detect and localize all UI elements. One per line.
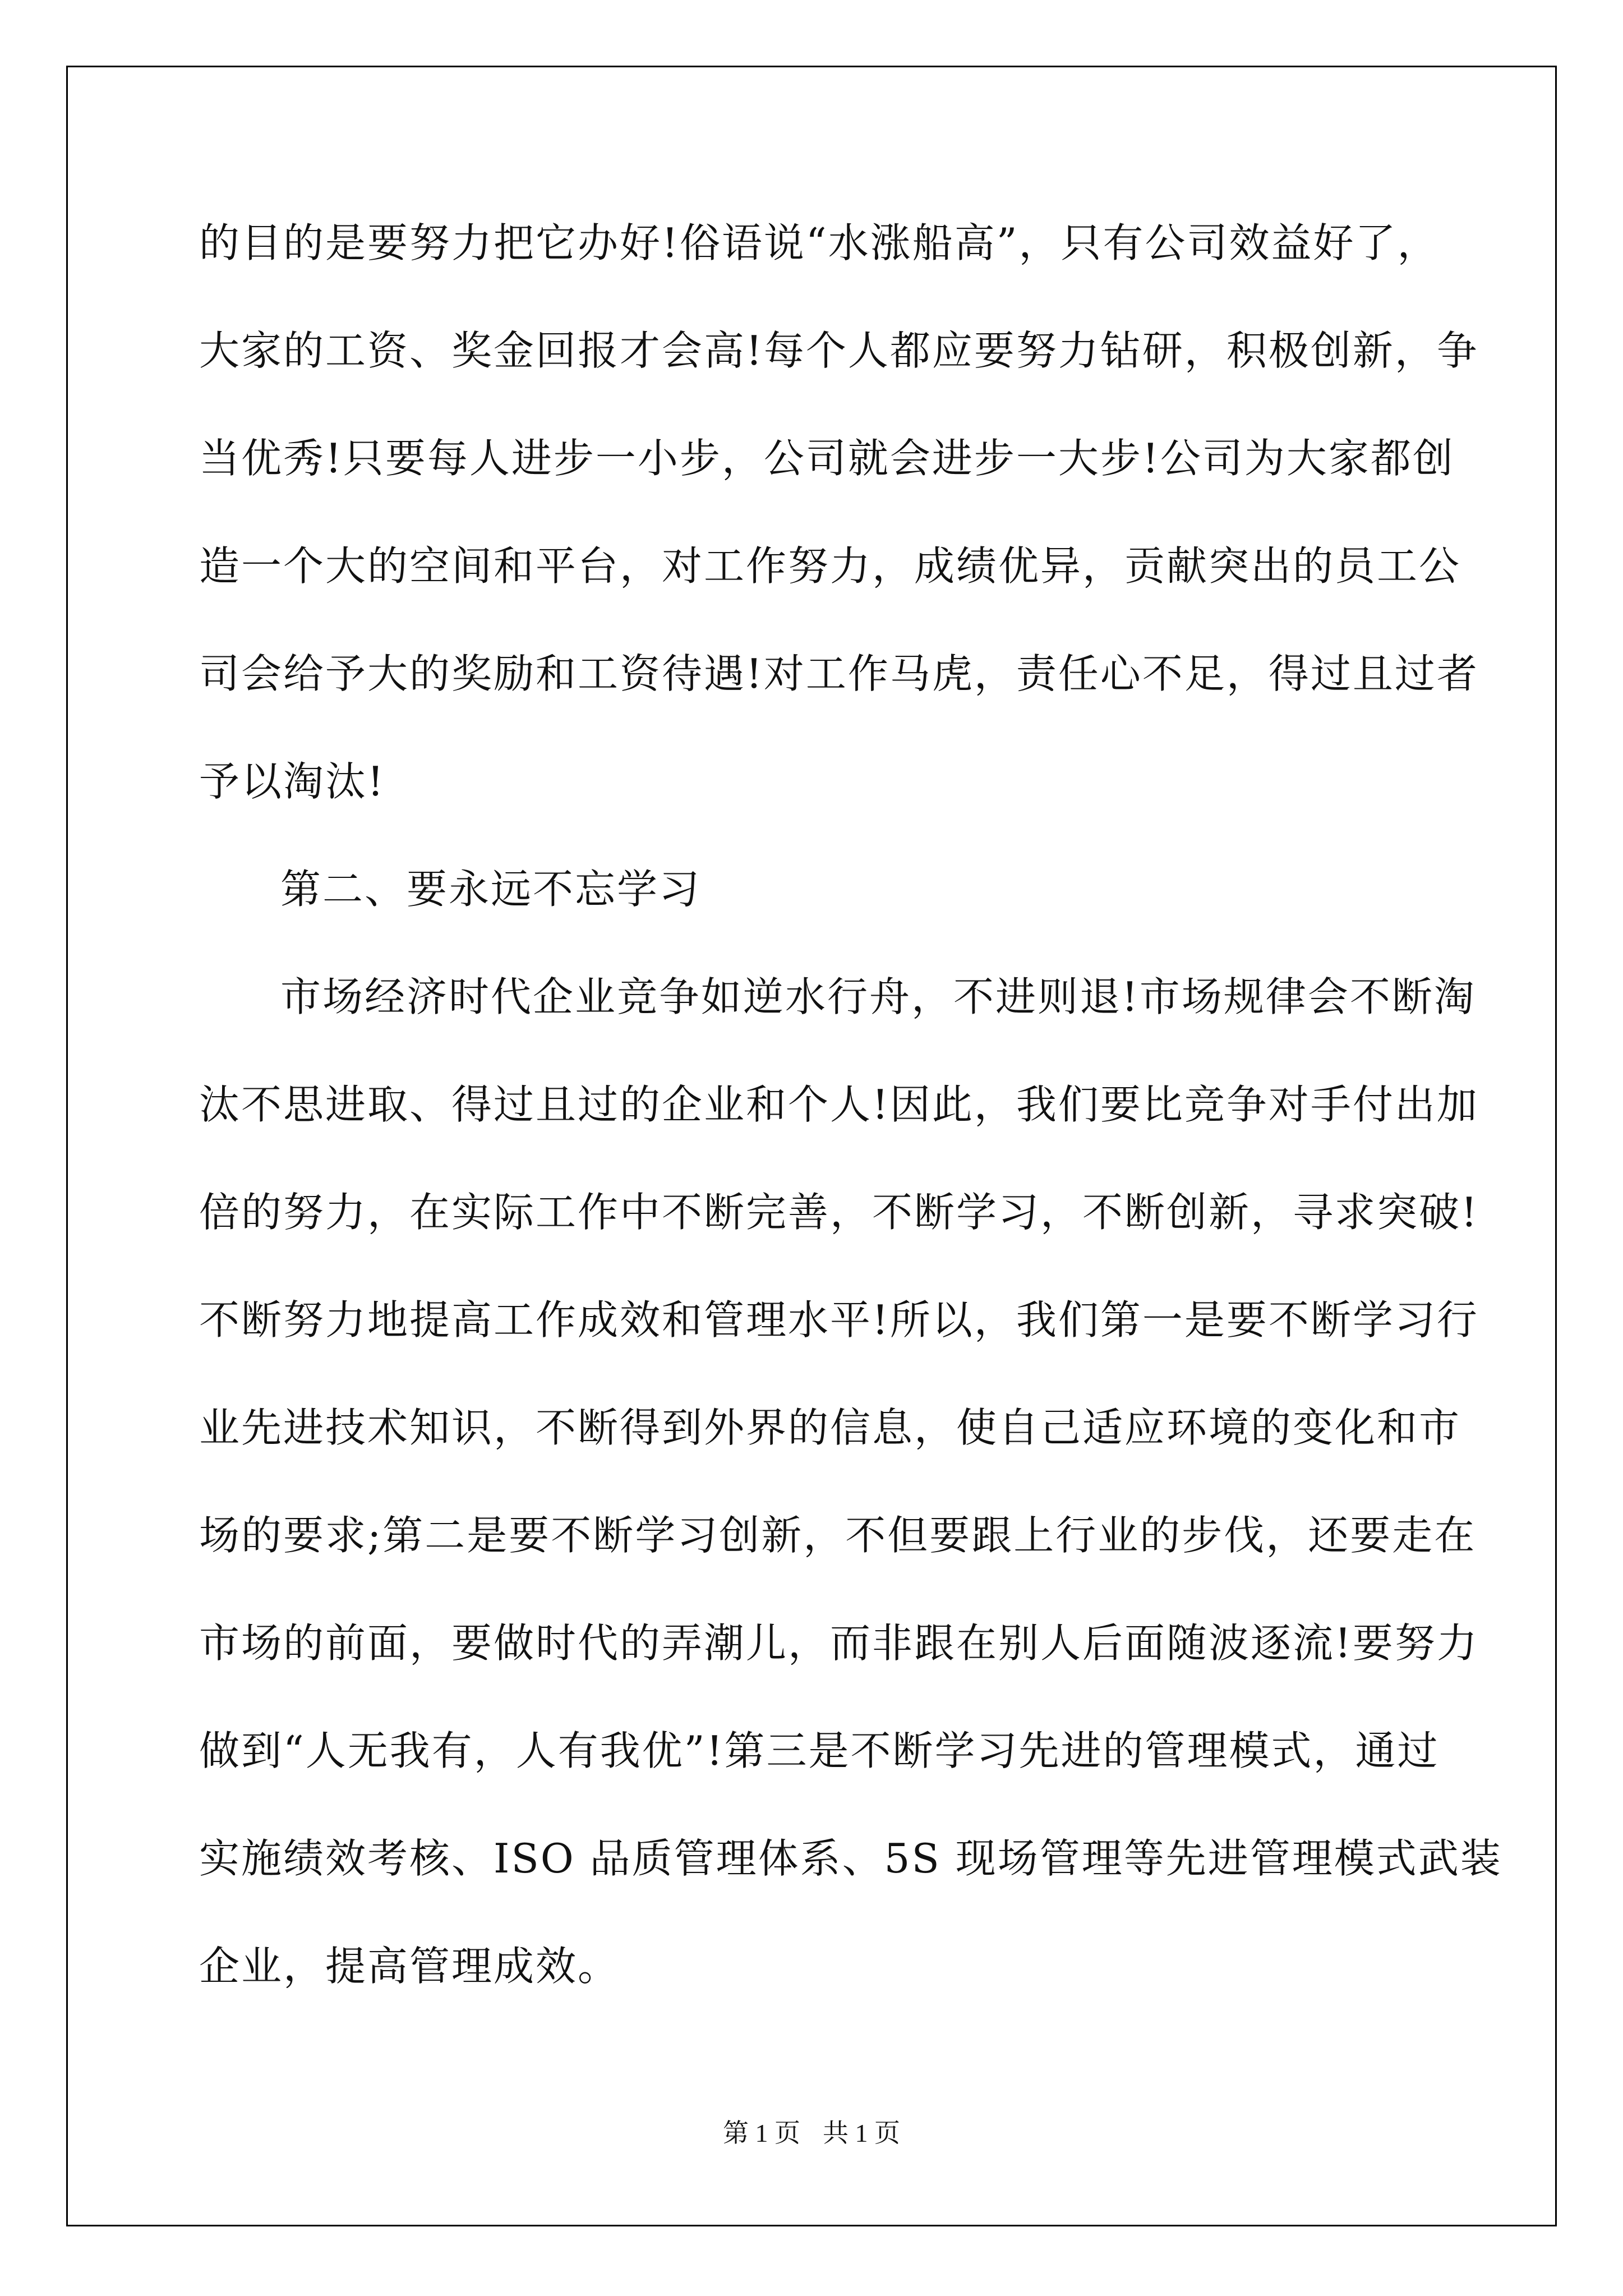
text-line: 予以淘汰! xyxy=(199,758,385,805)
text-line: 做到“人无我有，人有我优”!第三是不断学习先进的管理模式，通过 xyxy=(199,1727,1440,1774)
text-line: 造一个大的空间和平台，对工作努力，成绩优异，贡献突出的员工公 xyxy=(199,542,1461,590)
text-line: 的目的是要努力把它办好!俗语说“水涨船高”，只有公司效益好了， xyxy=(199,219,1440,266)
text-line: 市场的前面，要做时代的弄潮儿，而非跟在别人后面随波逐流!要努力 xyxy=(199,1619,1479,1667)
text-line: 市场经济时代企业竞争如逆水行舟，不进则退!市场规律会不断淘 xyxy=(280,973,1476,1020)
text-line: 业先进技术知识，不断得到外界的信息，使自己适应环境的变化和市 xyxy=(199,1404,1461,1451)
section-heading: 第二、要永远不忘学习 xyxy=(280,866,702,913)
text-line: 实施绩效考核、ISO 品质管理体系、5S 现场管理等先进管理模式武装 xyxy=(199,1835,1502,1882)
text-line: 倍的努力，在实际工作中不断完善，不断学习，不断创新，寻求突破! xyxy=(199,1189,1479,1236)
text-line: 司会给予大的奖励和工资待遇!对工作马虎，责任心不足，得过且过者 xyxy=(199,650,1479,697)
text-line: 汰不思进取、得过且过的企业和个人!因此，我们要比竞争对手付出加 xyxy=(199,1081,1479,1128)
page-total: 共 1 页 xyxy=(823,2119,900,2147)
text-line: 场的要求;第二是要不断学习创新，不但要跟上行业的步伐，还要走在 xyxy=(199,1512,1477,1559)
text-line: 当优秀!只要每人进步一小步，公司就会进步一大步!公司为大家都创 xyxy=(199,435,1455,482)
page-footer xyxy=(0,2113,1623,2150)
document-body xyxy=(199,216,1502,2047)
page-number: 第 1 页 xyxy=(723,2119,800,2147)
text-line: 企业，提高管理成效。 xyxy=(199,1943,620,1990)
text-line: 大家的工资、奖金回报才会高!每个人都应要努力钻研，积极创新，争 xyxy=(199,327,1479,374)
text-line: 不断努力地提高工作成效和管理水平!所以，我们第一是要不断学习行 xyxy=(199,1296,1479,1343)
